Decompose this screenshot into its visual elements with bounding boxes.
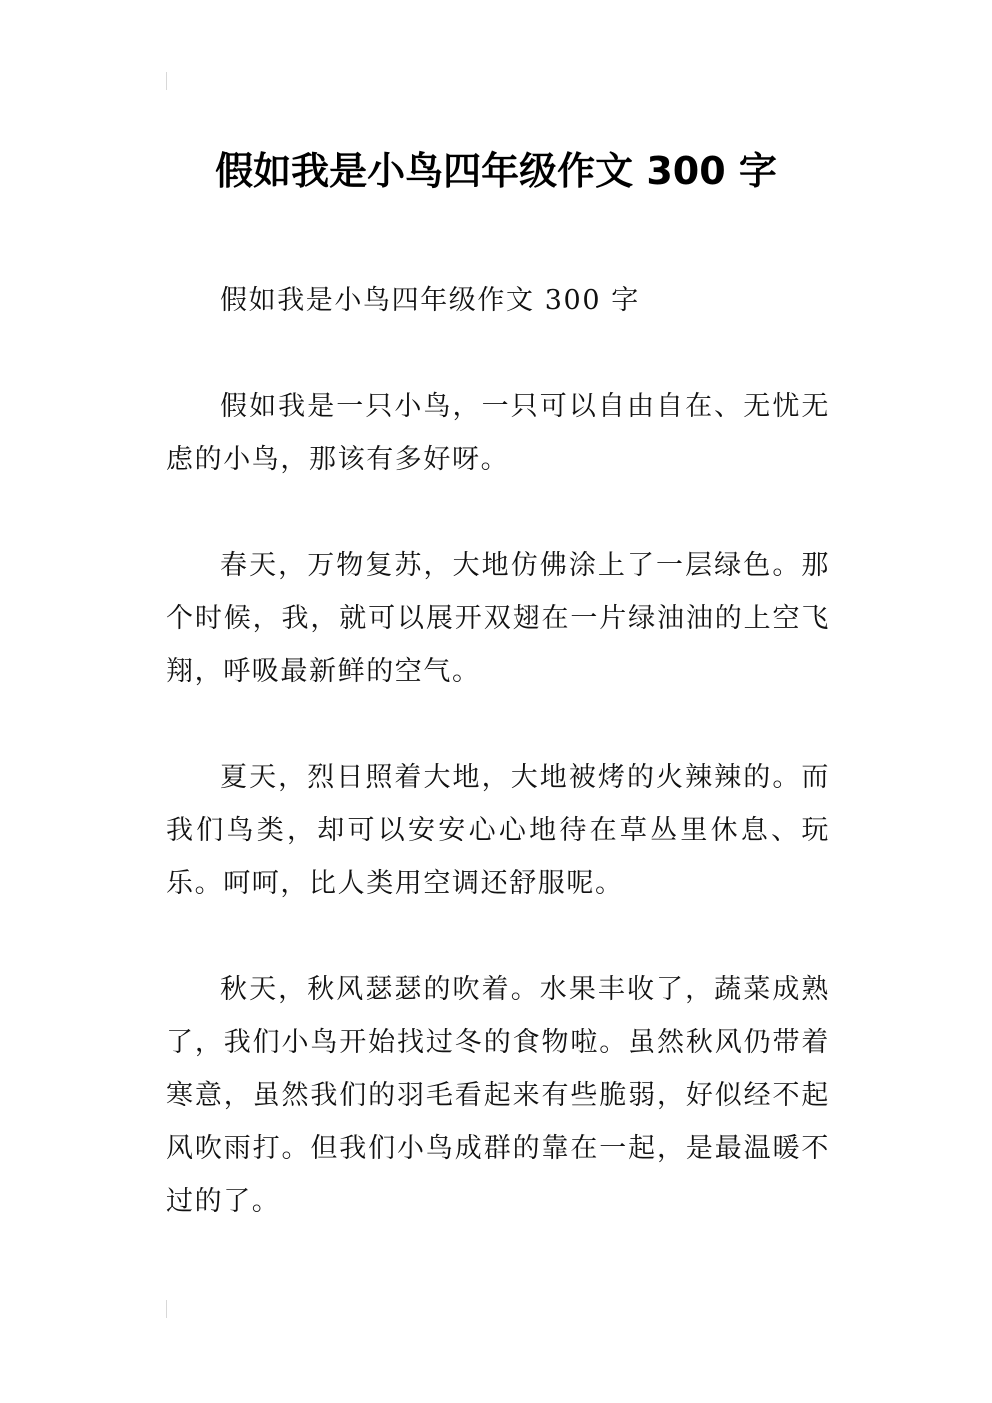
page-corner-mark-top <box>166 72 167 90</box>
paragraph-summer: 夏天，烈日照着大地，大地被烤的火辣辣的。而我们鸟类，却可以安安心心地待在草丛里休息、玩乐。呵呵，比人类用空调还舒服呢。 <box>166 762 830 899</box>
document-title: 假如我是小鸟四年级作文 300 字 <box>215 149 777 194</box>
document-body <box>166 274 830 1281</box>
paragraph-spring: 春天，万物复苏，大地仿佛涂上了一层绿色。那个时候，我，就可以展开双翅在一片绿油油的上空飞翔，呼吸最新鲜的空气。 <box>166 550 830 687</box>
paragraph-autumn: 秋天，秋风瑟瑟的吹着。水果丰收了，蔬菜成熟了，我们小鸟开始找过冬的食物啦。虽然秋风仍带着寒意，虽然我们的羽毛看起来有些脆弱，好似经不起风吹雨打。但我们小鸟成群的靠在一起，是最温暖不过的了。 <box>166 974 830 1217</box>
document-subtitle: 假如我是小鸟四年级作文 300 字 <box>220 285 640 316</box>
paragraph-intro: 假如我是一只小鸟，一只可以自由自在、无忧无虑的小鸟，那该有多好呀。 <box>166 391 830 475</box>
page-corner-mark-bottom <box>166 1300 167 1318</box>
